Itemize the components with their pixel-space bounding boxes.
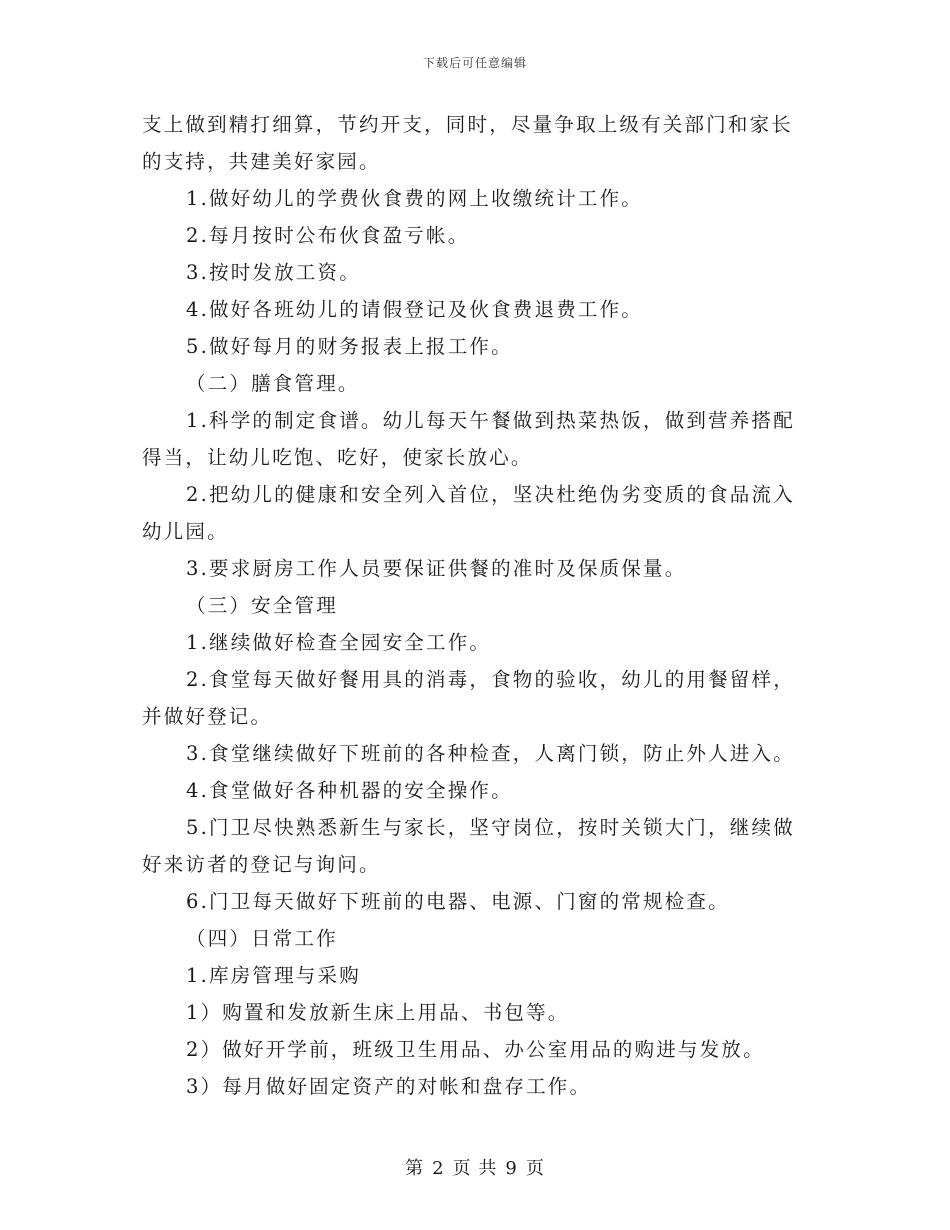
footer-prefix: 第 [405, 1158, 425, 1179]
paragraph-8: 2.把幼儿的健康和安全列入首位，坚决杜绝伪劣变质的食品流入幼儿园。 [142, 483, 795, 543]
footer-total-pages: 9 [505, 1158, 518, 1179]
page-header: 下载后可任意编辑 [422, 56, 527, 70]
paragraph-14: 4.食堂做好各种机器的安全操作。 [186, 779, 513, 802]
paragraph-16: 6.门卫每天做好下班前的电器、电源、门窗的常规检查。 [186, 890, 730, 913]
paragraph-2: 2.每月按时公布伙食盈亏帐。 [186, 224, 470, 247]
paragraph-20: 2）做好开学前，班级卫生用品、办公室用品的购进与发放。 [186, 1038, 765, 1061]
page-footer [0, 1154, 950, 1180]
paragraph-1: 1.做好幼儿的学费伙食费的网上收缴统计工作。 [186, 187, 644, 210]
paragraph-11: 1.继续做好检查全园安全工作。 [186, 631, 492, 654]
paragraph-9: 3.要求厨房工作人员要保证供餐的准时及保质保量。 [186, 557, 687, 580]
document-body [142, 106, 802, 1105]
footer-current-page: 2 [432, 1158, 445, 1179]
section-heading-safety: （三）安全管理 [186, 594, 338, 617]
paragraph-12: 2.食堂每天做好餐用具的消毒，食物的验收，幼儿的用餐留样，并做好登记。 [142, 668, 795, 728]
paragraph-13: 3.食堂继续做好下班前的各种检查，人离门锁，防止外人进入。 [186, 742, 795, 765]
paragraph-7: 1.科学的制定食谱。幼儿每天午餐做到热菜热饭，做到营养搭配得当，让幼儿吃饱、吃好，使家长放心。 [142, 409, 795, 469]
paragraph-3: 3.按时发放工资。 [186, 261, 361, 284]
paragraph-21: 3）每月做好固定资产的对帐和盘存工作。 [186, 1075, 592, 1098]
paragraph-0: 支上做到精打细算，节约开支，同时，尽量争取上级有关部门和家长的支持，共建美好家园。 [142, 113, 794, 173]
paragraph-15: 5.门卫尽快熟悉新生与家长，坚守岗位，按时关锁大门，继续做好来访者的登记与询问。 [142, 816, 795, 876]
footer-suffix: 页 [525, 1158, 545, 1179]
paragraph-19: 1）购置和发放新生床上用品、书包等。 [186, 1001, 570, 1024]
paragraph-4: 4.做好各班幼儿的请假登记及伙食费退费工作。 [186, 298, 644, 321]
section-heading-daily: （四）日常工作 [186, 927, 338, 950]
section-heading-meals: （二）膳食管理。 [186, 372, 360, 395]
paragraph-18: 1.库房管理与采购 [186, 964, 361, 987]
footer-middle: 页 共 [452, 1158, 498, 1179]
paragraph-5: 5.做好每月的财务报表上报工作。 [186, 335, 513, 358]
